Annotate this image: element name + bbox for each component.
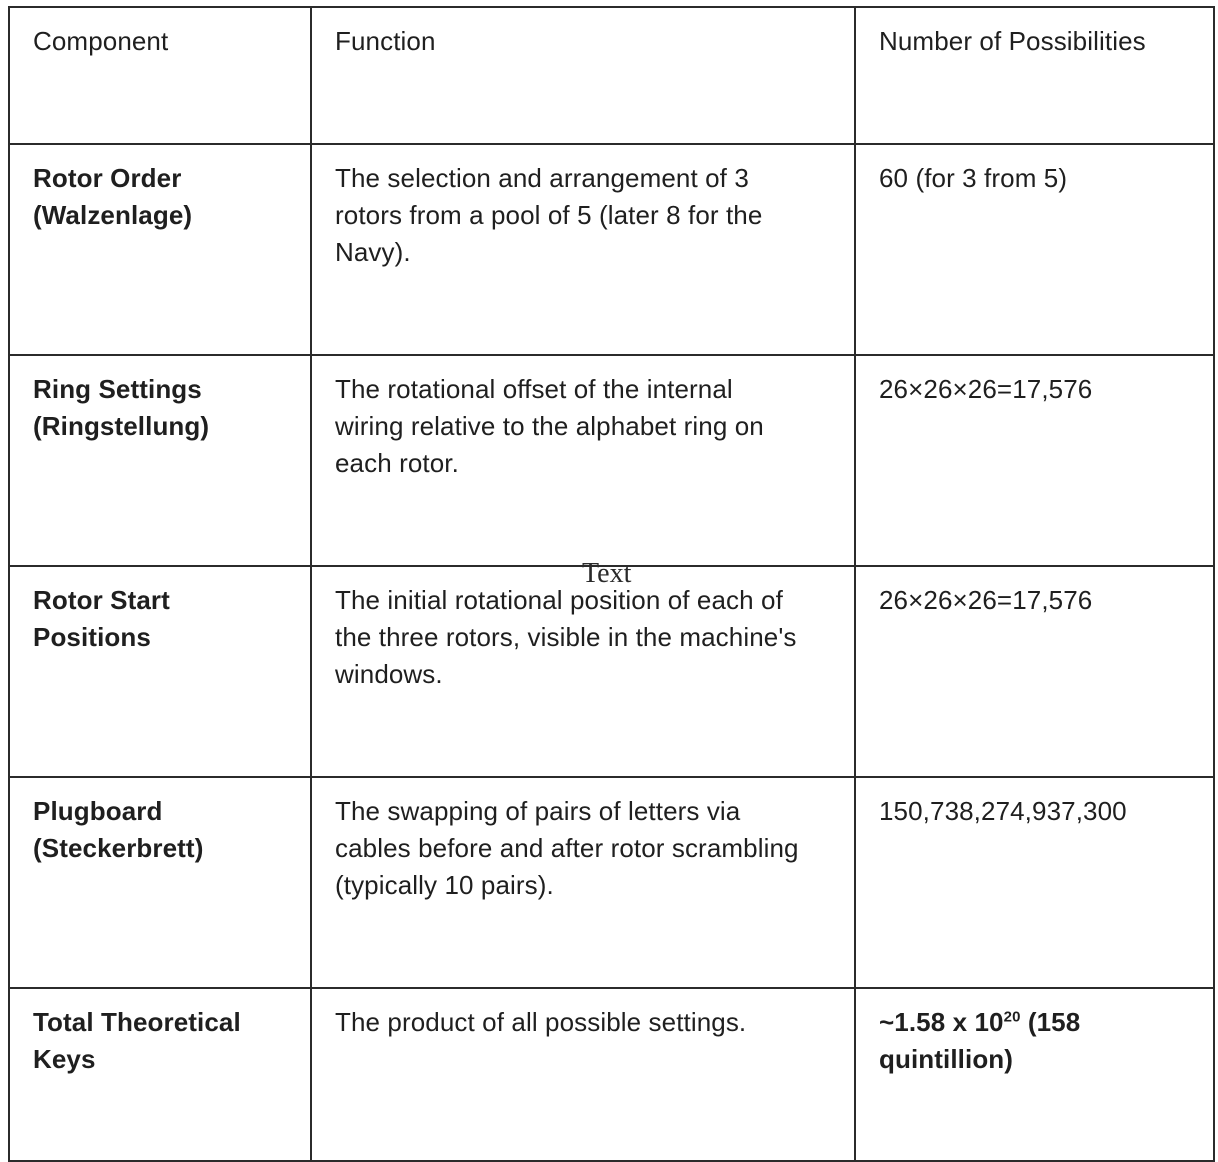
possibilities-value: 150,738,274,937,300	[879, 796, 1127, 826]
function-line: each rotor.	[335, 448, 459, 478]
cell-component	[9, 988, 311, 1161]
blank-overlay-box	[548, 488, 603, 532]
component-line: (Steckerbrett)	[33, 833, 204, 863]
table-row-ring-settings	[9, 355, 1214, 566]
header-possibilities: Number of Possibilities	[855, 7, 1214, 144]
table-header-row	[9, 7, 1214, 144]
function-line: (typically 10 pairs).	[335, 870, 554, 900]
possibilities-prefix: ~1.58 x 10	[879, 1007, 1004, 1037]
cell-possibilities	[855, 144, 1214, 355]
component-line: (Walzenlage)	[33, 200, 193, 230]
possibilities-suffix: (158	[1020, 1007, 1081, 1037]
cell-component	[9, 355, 311, 566]
component-line: Total Theoretical	[33, 1007, 241, 1037]
possibilities-value: 26×26×26=17,576	[879, 585, 1093, 615]
function-line: The selection and arrangement of 3	[335, 163, 749, 193]
function-line: the three rotors, visible in the machine's	[335, 622, 797, 652]
cell-component	[9, 777, 311, 988]
table-row-rotor-start-positions	[9, 566, 1214, 777]
table-row-rotor-order	[9, 144, 1214, 355]
function-line: windows.	[335, 659, 443, 689]
header-component: Component	[9, 7, 311, 144]
overlay-text-label: Text	[582, 558, 632, 589]
cell-possibilities	[855, 355, 1214, 566]
cell-function	[311, 355, 855, 566]
cell-function	[311, 777, 855, 988]
function-line: The swapping of pairs of letters via	[335, 796, 741, 826]
possibilities-exponent: 20	[1003, 1008, 1021, 1026]
component-line: (Ringstellung)	[33, 411, 210, 441]
function-line: wiring relative to the alphabet ring on	[335, 411, 764, 441]
cell-possibilities	[855, 777, 1214, 988]
possibilities-value: 26×26×26=17,576	[879, 374, 1093, 404]
component-line: Keys	[33, 1044, 96, 1074]
cell-function	[311, 566, 855, 777]
cell-component	[9, 144, 311, 355]
function-line: The product of all possible settings.	[335, 1007, 747, 1037]
possibilities-line2: quintillion)	[879, 1044, 1014, 1074]
cell-function	[311, 144, 855, 355]
table-row-plugboard	[9, 777, 1214, 988]
cell-possibilities	[855, 566, 1214, 777]
cell-function	[311, 988, 855, 1161]
header-function: Function	[311, 7, 855, 144]
possibilities-value: 60 (for 3 from 5)	[879, 163, 1068, 193]
function-line: rotors from a pool of 5 (later 8 for the	[335, 200, 763, 230]
function-line: The initial rotational position of each of	[335, 585, 783, 615]
component-line: Ring Settings	[33, 374, 202, 404]
component-line: Rotor Start	[33, 585, 170, 615]
function-line: The rotational offset of the internal	[335, 374, 733, 404]
function-line: Navy).	[335, 237, 411, 267]
component-line: Positions	[33, 622, 151, 652]
cell-component	[9, 566, 311, 777]
component-line: Rotor Order	[33, 163, 182, 193]
function-line: cables before and after rotor scrambling	[335, 833, 799, 863]
cell-possibilities	[855, 988, 1214, 1161]
component-line: Plugboard	[33, 796, 163, 826]
table-row-total-keys	[9, 988, 1214, 1161]
